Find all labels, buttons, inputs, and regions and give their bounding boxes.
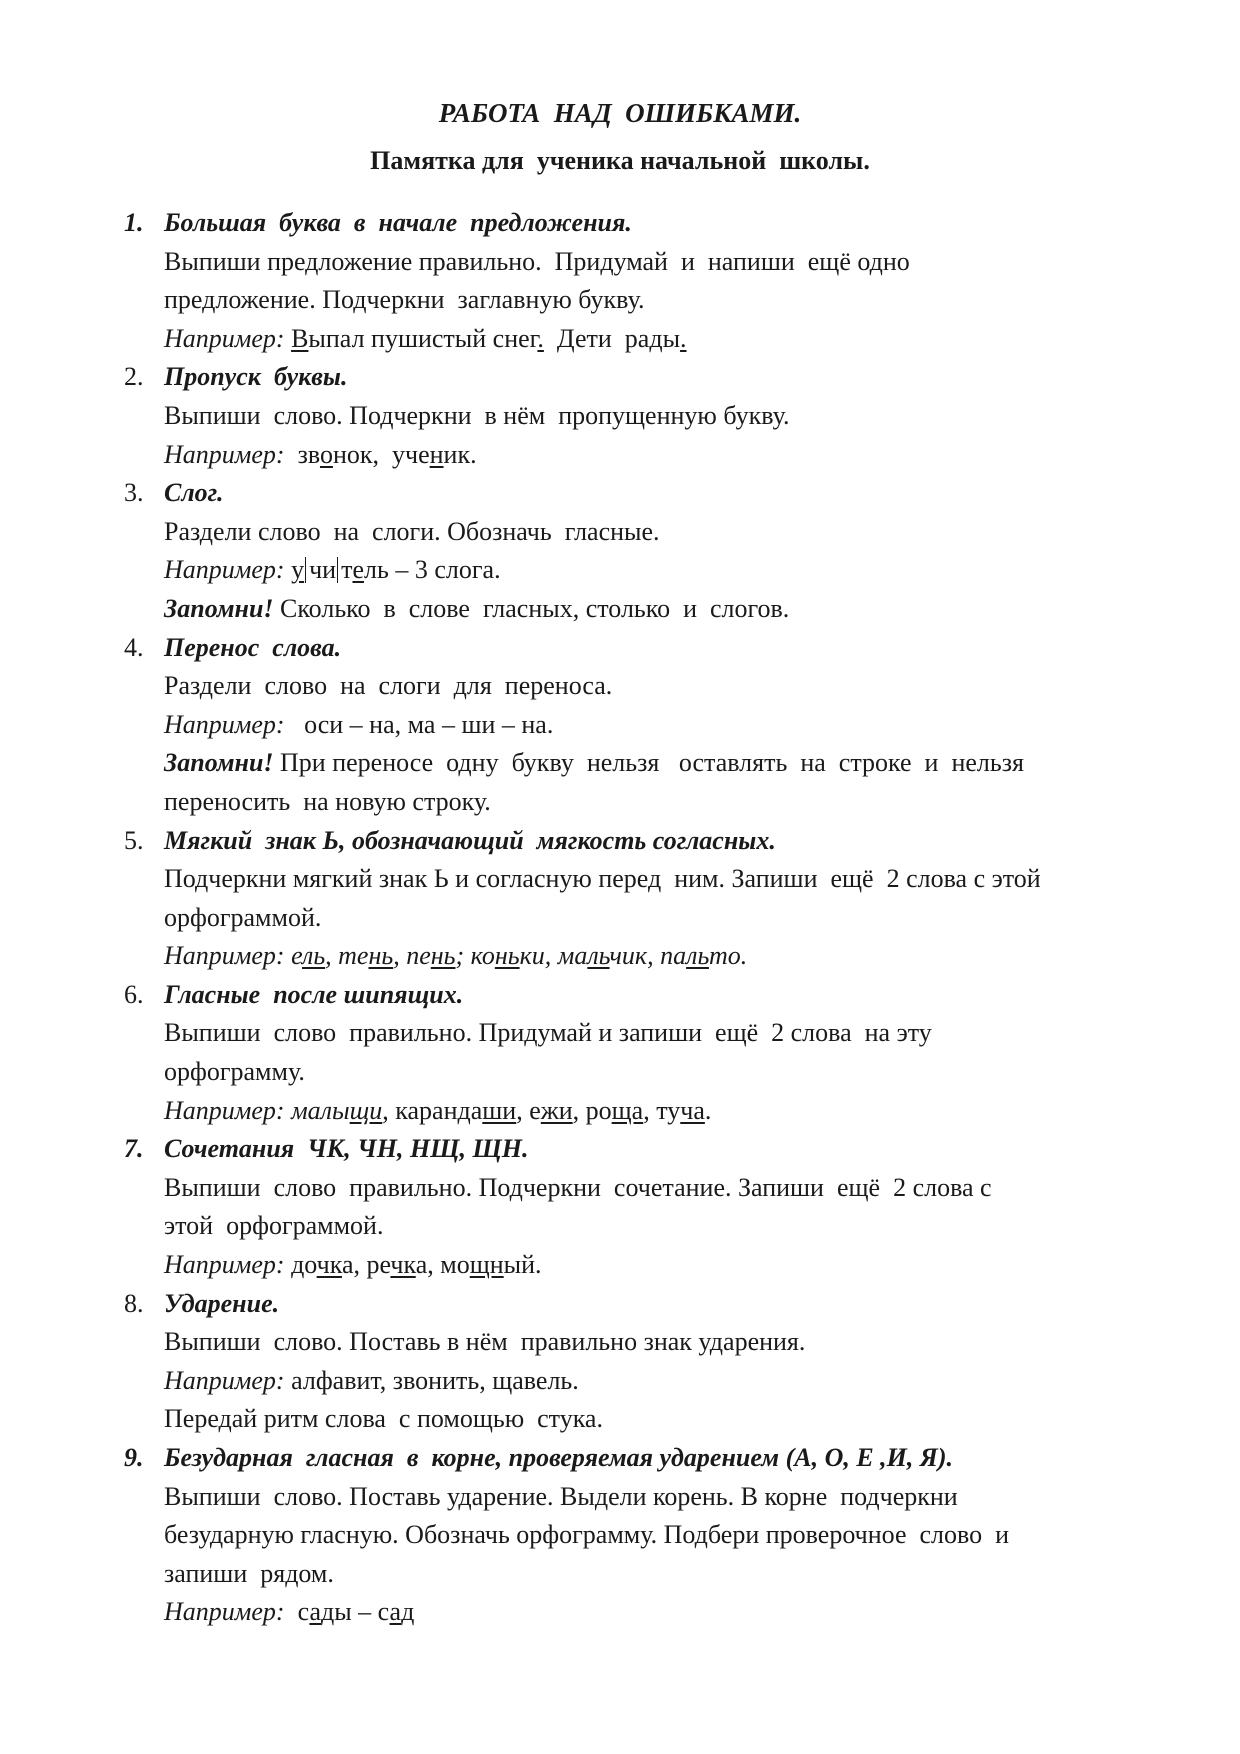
example-label: Например: [164, 323, 285, 353]
item-text: Выпиши слово. Подчеркни в нём пропущенную букву. [164, 400, 790, 430]
list-item-heading [0, 629, 1240, 668]
item-remember: Запомни! Сколько в слове гласных, столько и слогов. [164, 593, 790, 623]
item-text: Выпиши предложение правильно. Придумай и напиши ещё одно [164, 246, 910, 276]
item-heading: Сочетания ЧК, ЧН, НЩ, ЩН. [164, 1134, 529, 1164]
item-number: 8. [124, 1288, 144, 1318]
item-example: Например: звонок, ученик. [164, 439, 477, 469]
list-item-heading [0, 474, 1240, 513]
item-number: 6. [124, 979, 144, 1009]
item-text: Выпиши слово. Поставь ударение. Выдели корень. В корне подчеркни [164, 1481, 958, 1511]
item-text: Подчеркни мягкий знак Ь и согласную перед ним. Запиши ещё 2 слова с этой [164, 864, 1041, 894]
item-number: 7. [124, 1134, 144, 1164]
item-heading: Большая буква в начале предложения. [164, 208, 632, 237]
item-heading: Ударение. [164, 1288, 280, 1318]
syllable-separator [337, 557, 340, 583]
item-example: Например: ель, тень, пень; коньки, мальчик, пальто. [164, 941, 748, 971]
list-item-heading [0, 976, 1240, 1015]
item-example: Например: оси – на, ма – ши – на. [164, 709, 554, 739]
list-item-heading [0, 358, 1240, 397]
item-heading: Гласные после шипящих. [164, 979, 464, 1009]
item-heading: Мягкий знак Ь, обозначающий мягкость согласных. [164, 825, 776, 855]
remember-label: Запомни! [164, 593, 274, 623]
item-example: Например: дочка, речка, мощный. [164, 1250, 542, 1280]
syllable-separator [305, 557, 308, 583]
example-label: Например: [164, 1095, 285, 1125]
item-number: 4. [124, 632, 144, 662]
list-item-heading [0, 822, 1240, 861]
list-item-heading [0, 1130, 1240, 1169]
item-number: 2. [124, 362, 144, 392]
example-label: Например: [164, 709, 285, 739]
item-text: предложение. Подчеркни заглавную букву. [164, 285, 645, 315]
item-number: 3. [124, 478, 144, 508]
item-text: орфограмму. [164, 1057, 305, 1087]
item-text: запиши рядом. [164, 1558, 334, 1588]
page-title: РАБОТА НАД ОШИБКАМИ. [438, 98, 802, 128]
rules-list [0, 204, 1240, 1632]
example-label: Например: [164, 555, 285, 585]
item-text: Передай ритм слова с помощью стука. [164, 1404, 603, 1434]
item-number: 1. [124, 208, 144, 237]
item-heading: Перенос слова. [164, 632, 342, 662]
example-label: Например: [164, 1365, 285, 1395]
item-text: переносить на новую строку. [164, 786, 491, 816]
example-label: Например: [164, 1597, 285, 1627]
item-text: Выпиши слово. Поставь в нём правильно знак ударения. [164, 1327, 806, 1357]
item-text: Выпиши слово правильно. Подчеркни сочетание. Запиши ещё 2 слова с [164, 1172, 992, 1202]
item-text: Раздели слово на слоги. Обозначь гласные. [164, 516, 660, 546]
item-text: безударную гласную. Обозначь орфограмму. Подбери проверочное слово и [164, 1520, 1010, 1550]
item-heading: Слог. [164, 478, 224, 508]
item-heading: Пропуск буквы. [164, 362, 348, 392]
item-example: Например: Выпал пушистый снег. Дети рады. [164, 323, 687, 353]
item-text: этой орфограммой. [164, 1211, 384, 1241]
item-number: 9. [124, 1443, 144, 1472]
item-example: Например: малыщи, карандаши, ежи, роща, туча. [164, 1095, 712, 1125]
item-example: Например: сады – сад [164, 1597, 415, 1627]
list-item-heading [0, 1285, 1240, 1324]
item-heading: Безударная гласная в корне, проверяемая ударением (А, О, Е ,И, Я). [164, 1443, 953, 1472]
list-item-heading [0, 1439, 1240, 1478]
list-item-heading [0, 204, 1240, 243]
page-subtitle: Памятка для ученика начальной школы. [370, 146, 870, 175]
item-text: Выпиши слово правильно. Придумай и запиши ещё 2 слова на эту [164, 1018, 932, 1048]
example-label: Например: [164, 941, 285, 971]
item-remember: Запомни! При переносе одну букву нельзя оставлять на строке и нельзя [164, 748, 1024, 778]
item-example: Например: алфавит, звонить, щавель. [164, 1365, 579, 1395]
item-number: 5. [124, 825, 144, 855]
example-label: Например: [164, 439, 285, 469]
item-example: Например: у чи тель – 3 слога. [164, 555, 501, 585]
item-text: Раздели слово на слоги для переноса. [164, 671, 613, 701]
item-text: орфограммой. [164, 902, 322, 932]
remember-label: Запомни! [164, 748, 274, 778]
example-label: Например: [164, 1250, 285, 1280]
